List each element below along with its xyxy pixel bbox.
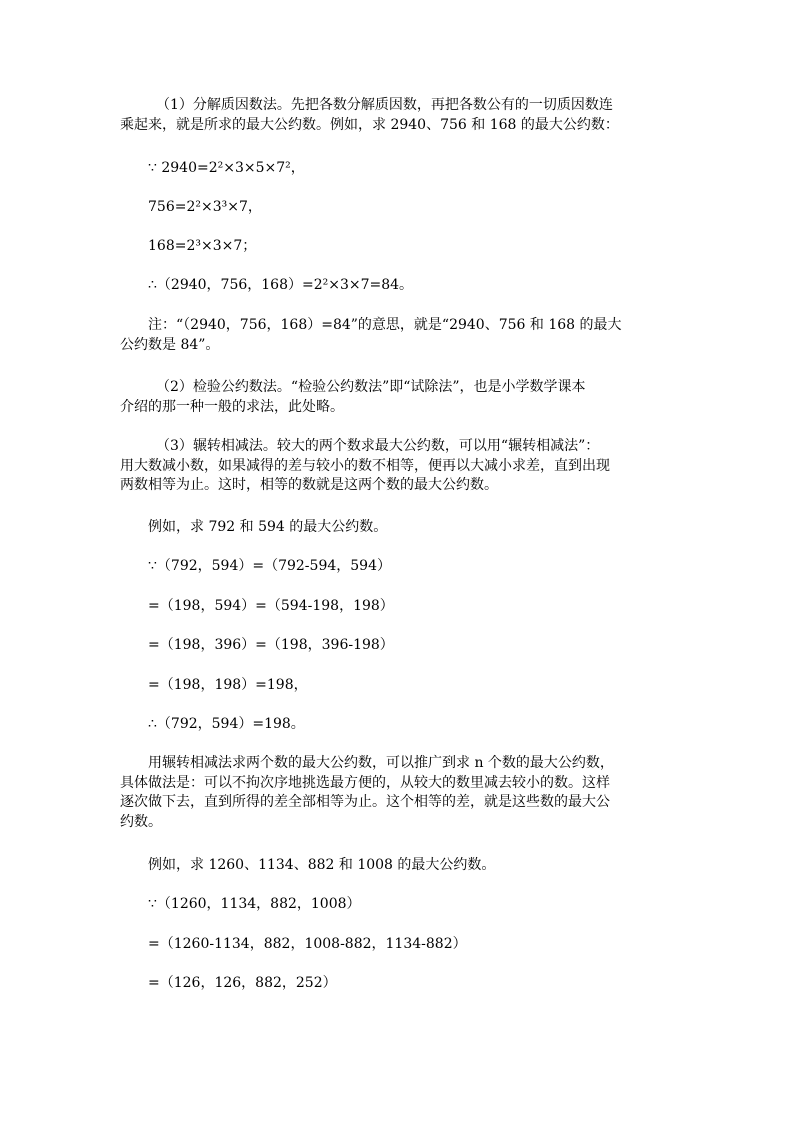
text-line: ∴（792，594）=198。 xyxy=(148,716,305,732)
text-line: （2）检验公约数法。“检验公约数法”即“试除法”，也是小学数学课本 xyxy=(156,379,586,395)
text-line: ∵（792，594）=（792-594，594） xyxy=(148,558,391,574)
text-line: ∵（1260，1134，882，1008） xyxy=(148,896,361,912)
text-line: 介绍的那一种一般的求法，此处略。 xyxy=(120,398,344,415)
text-line: 168=2³×3×7； xyxy=(148,238,257,254)
paragraph-equation xyxy=(120,676,704,696)
text-line: 用辗转相减法求两个数的最大公约数，可以推广到求 n 个数的最大公约数， xyxy=(148,755,614,771)
text-line: ∵ 2940=2²×3×5×7²， xyxy=(148,160,305,176)
paragraph-equation xyxy=(120,557,704,577)
paragraph-equation xyxy=(120,895,704,915)
paragraph-example-1 xyxy=(120,518,704,538)
paragraph-equation xyxy=(120,276,704,296)
text-line: 具体做法是：可以不拘次序地挑选最方便的，从较大的数里减去较小的数。这样 xyxy=(120,774,610,791)
paragraph-equation xyxy=(120,198,704,218)
paragraph-note xyxy=(120,316,704,355)
text-line: 约数。 xyxy=(120,813,162,830)
paragraph-method-1 xyxy=(120,96,712,135)
paragraph-equation xyxy=(120,237,704,257)
text-line: 两数相等为止。这时，相等的数就是这两个数的最大公约数。 xyxy=(120,477,498,493)
paragraph-example-2 xyxy=(120,856,704,876)
paragraph-method-3 xyxy=(120,437,712,496)
text-line: （3）辗转相减法。较大的两个数求最大公约数，可以用“辗转相减法”： xyxy=(156,438,600,454)
text-line: =（198，396）=（198，396-198） xyxy=(148,637,394,653)
paragraph-equation xyxy=(120,715,704,735)
text-line: 乘起来，就是所求的最大公约数。例如，求 2940、756 和 168 的最大公约数： xyxy=(120,116,619,133)
text-line: 例如，求 1260、1134、882 和 1008 的最大公约数。 xyxy=(148,857,496,873)
text-line: 注：“（2940，756，168）=84”的意思，就是“2940、756 和 168 的最大 xyxy=(148,317,622,333)
text-line: =（198，198）=198， xyxy=(148,677,308,693)
paragraph-method-2 xyxy=(120,378,712,417)
text-line: 公约数是 84”。 xyxy=(120,336,220,353)
paragraph-equation xyxy=(120,974,704,994)
paragraph-generalization xyxy=(120,754,704,832)
paragraph-equation xyxy=(120,159,704,179)
paragraph-equation xyxy=(120,636,704,656)
text-line: =（1260-1134，882，1008-882，1134-882） xyxy=(148,936,467,952)
paragraph-equation xyxy=(120,935,704,955)
text-line: =（126，126，882，252） xyxy=(148,975,337,991)
text-line: =（198，594）=（594-198，198） xyxy=(148,598,394,614)
text-line: 756=2²×3³×7， xyxy=(148,199,262,215)
text-line: 例如，求 792 和 594 的最大公约数。 xyxy=(148,519,388,535)
text-line: ∴（2940，756，168）=2²×3×7=84。 xyxy=(148,277,414,293)
text-line: 用大数减小数，如果减得的差与较小的数不相等，便再以大减小求差，直到出现 xyxy=(120,457,610,474)
text-line: （1）分解质因数法。先把各数分解质因数，再把各数公有的一切质因数连 xyxy=(156,97,613,113)
paragraph-equation xyxy=(120,597,704,617)
text-line: 逐次做下去，直到所得的差全部相等为止。这个相等的差，就是这些数的最大公 xyxy=(120,794,610,810)
